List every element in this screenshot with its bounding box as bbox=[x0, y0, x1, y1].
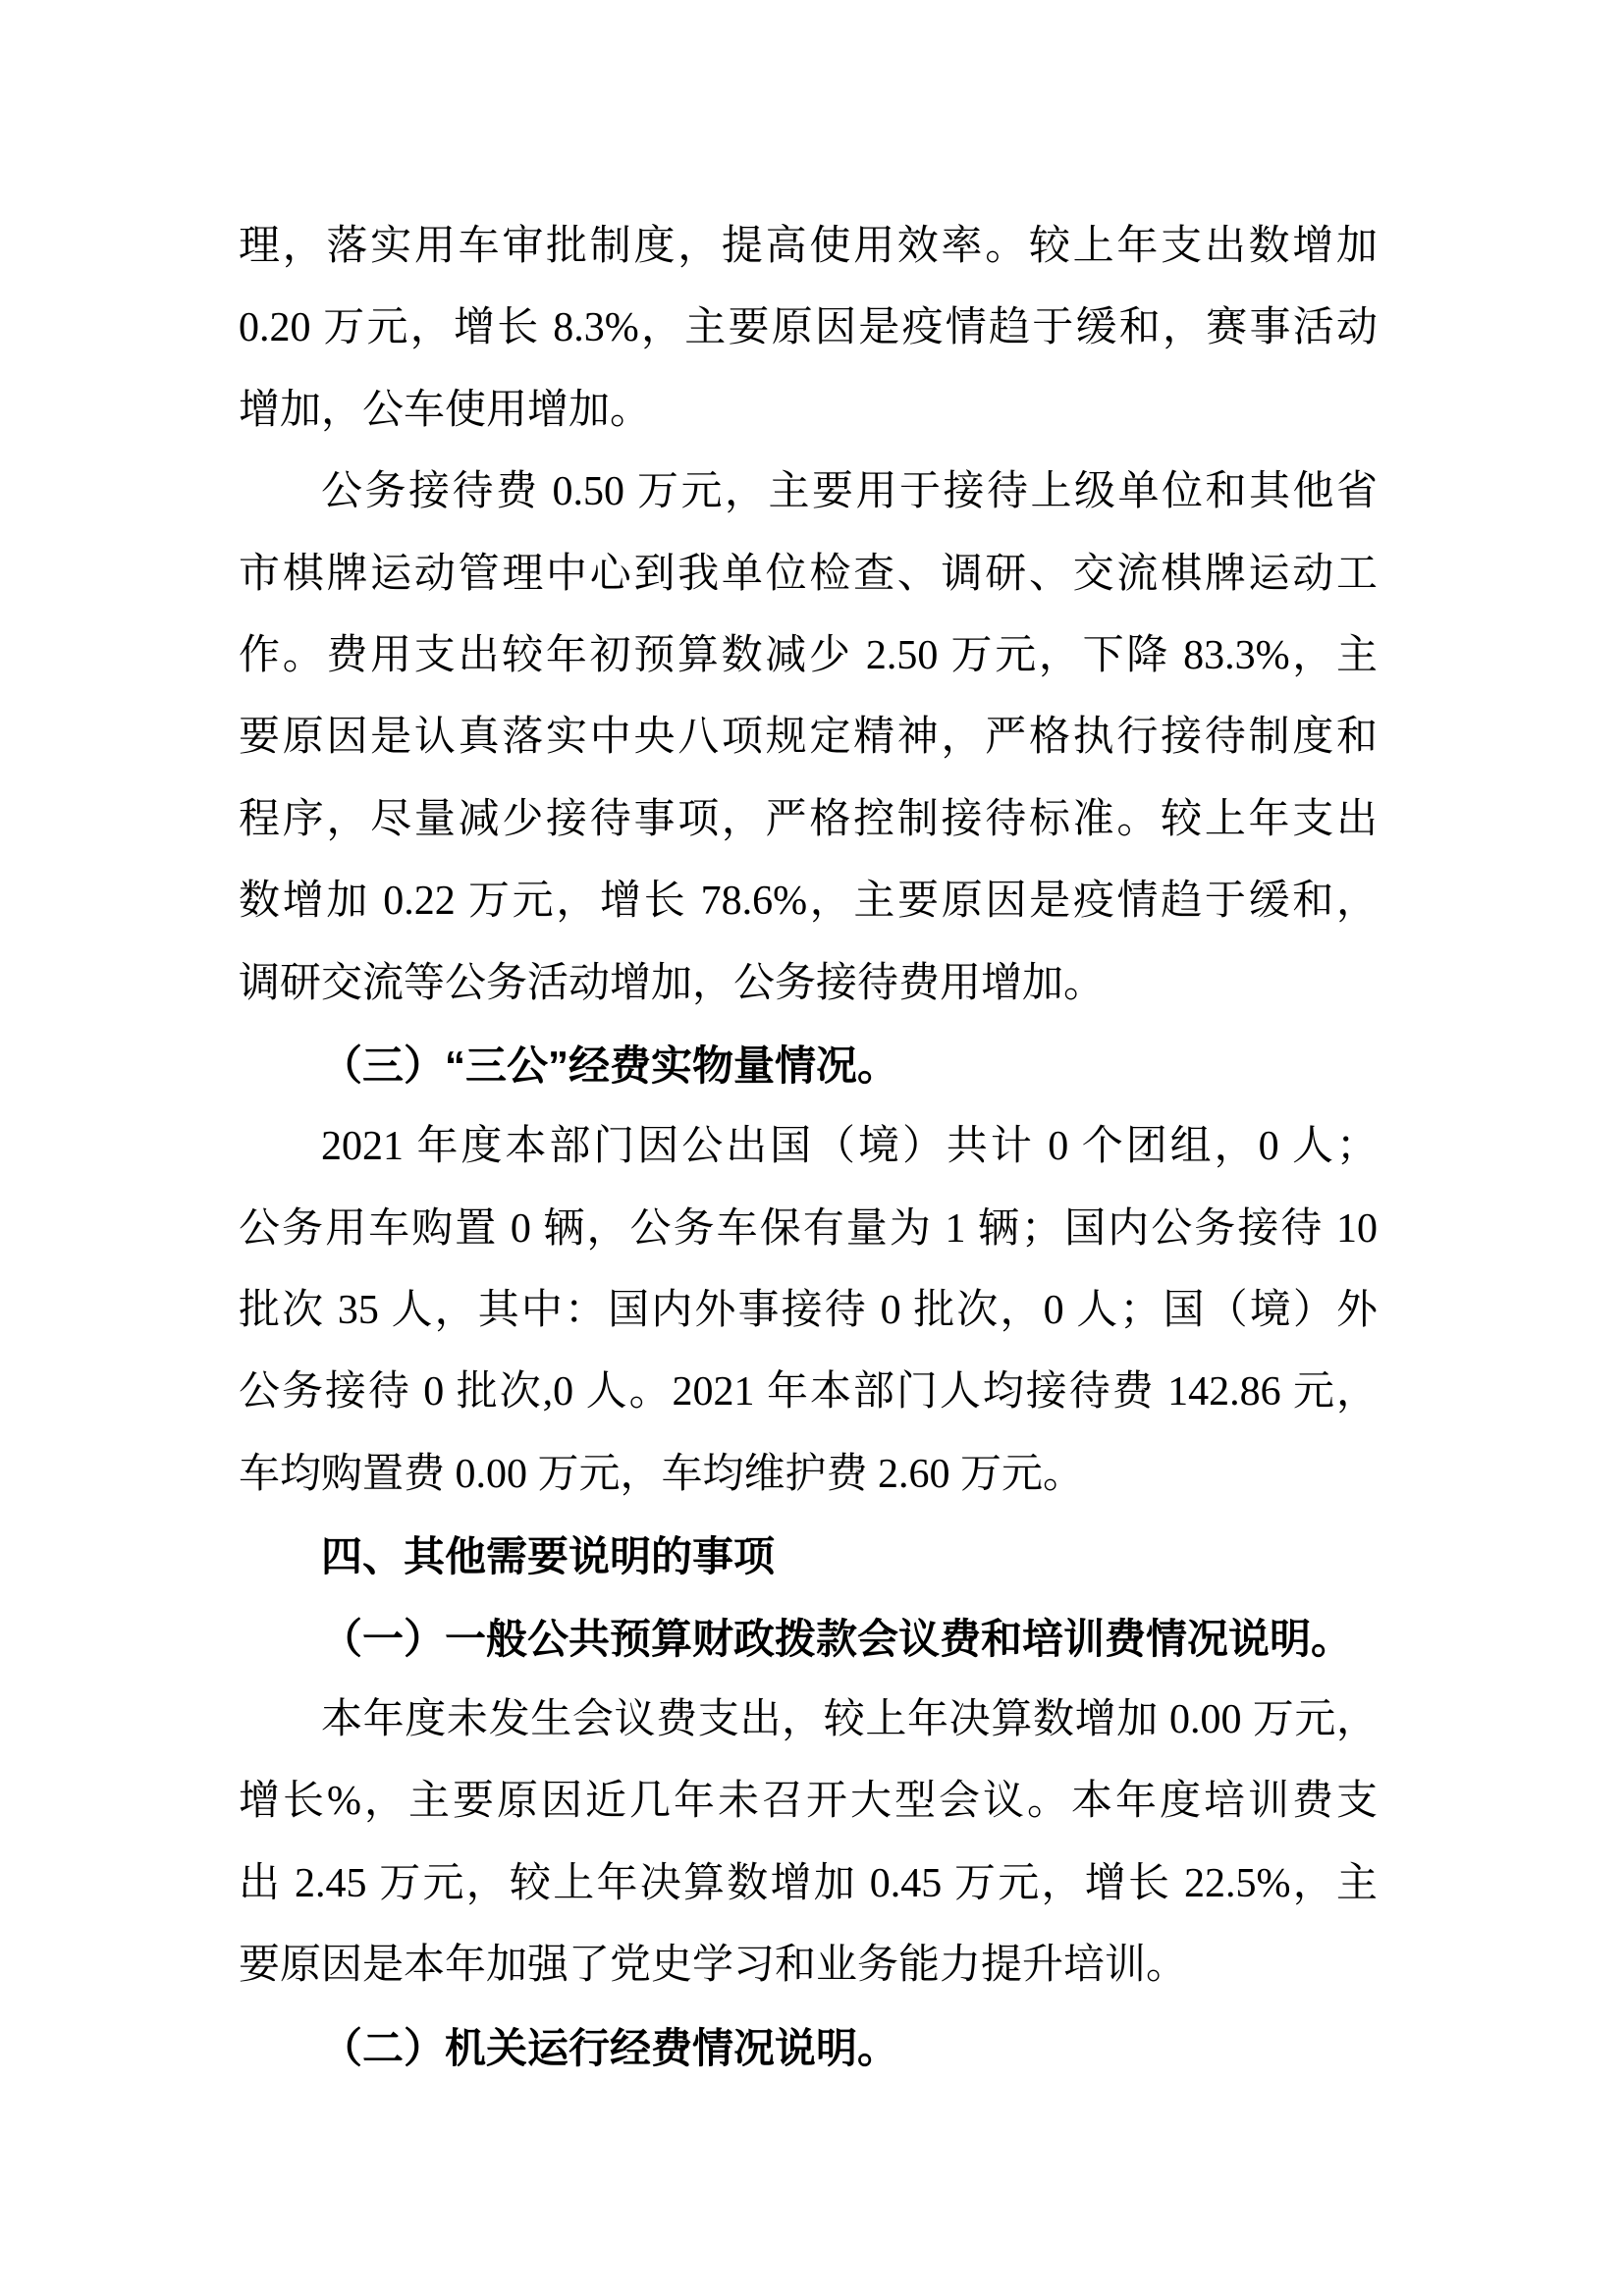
text-line: 数增加 0.22 万元，增长 78.6%，主要原因是疫情趋于缓和， bbox=[239, 879, 1378, 925]
text-line: 出 2.45 万元，较上年决算数增加 0.45 万元，增长 22.5%，主 bbox=[239, 1860, 1378, 1906]
document-body bbox=[239, 206, 1378, 2089]
text-line: 理，落实用车审批制度，提高使用效率。较上年支出数增加 bbox=[239, 224, 1378, 269]
body-paragraph bbox=[239, 1106, 1378, 1516]
text-line: （一）一般公共预算财政拨款会议费和培训费情况说明。 bbox=[321, 1615, 1353, 1662]
text-line: 车均购置费 0.00 万元，车均维护费 2.60 万元。 bbox=[239, 1451, 1085, 1497]
text-line: 增加，公车使用增加。 bbox=[239, 387, 652, 433]
text-line: 调研交流等公务活动增加，公务接待费用增加。 bbox=[239, 960, 1106, 1006]
body-paragraph bbox=[239, 1680, 1378, 2007]
text-line: 要原因是认真落实中央八项规定精神，严格执行接待制度和 bbox=[239, 715, 1378, 761]
text-line: 作。费用支出较年初预算数减少 2.50 万元，下降 83.3%，主 bbox=[239, 632, 1378, 678]
text-line: 要原因是本年加强了党史学习和业务能力提升培训。 bbox=[239, 1943, 1188, 1989]
section-heading bbox=[239, 1516, 1378, 1597]
text-line: 增长%，主要原因近几年未召开大型会议。本年度培训费支 bbox=[239, 1779, 1378, 1825]
text-line: （二）机关运行经费情况说明。 bbox=[321, 2024, 899, 2071]
text-line: 公务接待 0 批次,0 人。2021 年本部门人均接待费 142.86 元， bbox=[239, 1369, 1378, 1415]
text-line: 公务用车购置 0 辆，公务车保有量为 1 辆；国内公务接待 10 bbox=[239, 1205, 1378, 1252]
section-heading bbox=[239, 2007, 1378, 2089]
text-line: 0.20 万元，增长 8.3%，主要原因是疫情趋于缓和，赛事活动 bbox=[239, 305, 1378, 351]
body-paragraph bbox=[239, 206, 1378, 452]
text-line: 2021 年度本部门因公出国（境）共计 0 个团组，0 人； bbox=[321, 1124, 1378, 1170]
text-line: 批次 35 人，其中：国内外事接待 0 批次，0 人；国（境）外 bbox=[239, 1288, 1378, 1334]
section-heading bbox=[239, 1598, 1378, 1680]
text-line: （三）“三公”经费实物量情况。 bbox=[321, 1041, 899, 1089]
section-heading bbox=[239, 1025, 1378, 1106]
text-line: 四、其他需要说明的事项 bbox=[321, 1533, 776, 1580]
text-line: 公务接待费 0.50 万元，主要用于接待上级单位和其他省 bbox=[321, 469, 1378, 515]
text-line: 程序，尽量减少接待事项，严格控制接待标准。较上年支出 bbox=[239, 796, 1378, 842]
text-line: 本年度未发生会议费支出，较上年决算数增加 0.00 万元， bbox=[321, 1697, 1378, 1743]
body-paragraph bbox=[239, 452, 1378, 1025]
text-line: 市棋牌运动管理中心到我单位检查、调研、交流棋牌运动工 bbox=[239, 551, 1378, 597]
